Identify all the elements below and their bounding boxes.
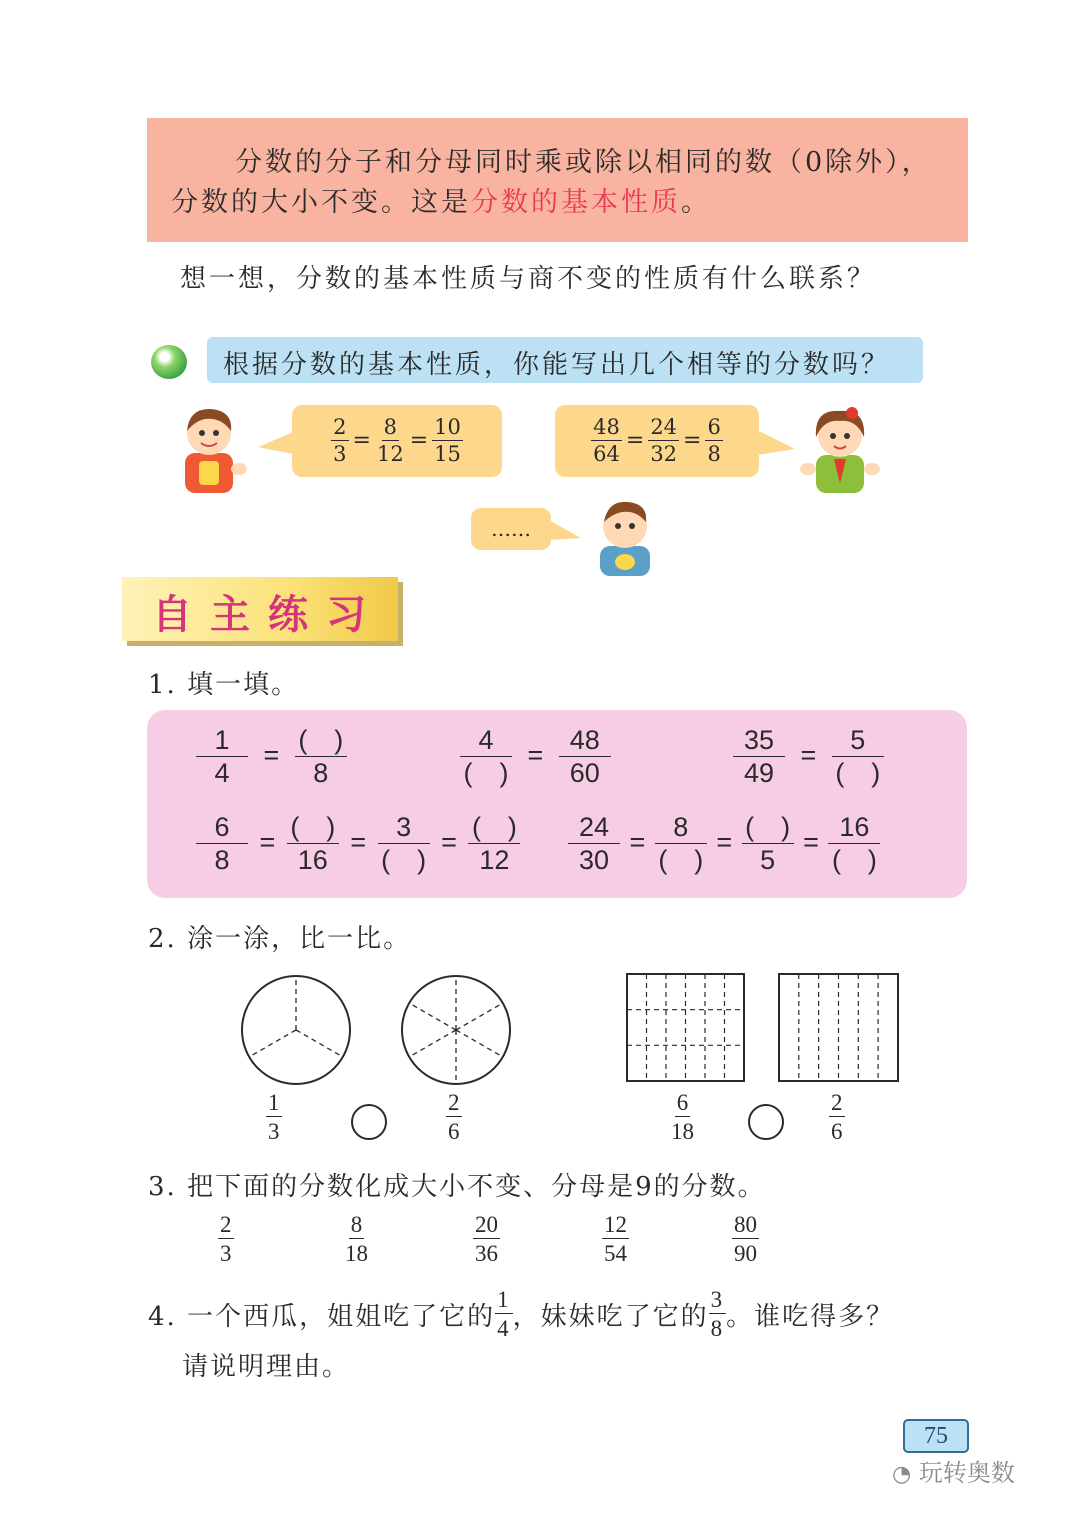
question-4-part1: 4. 一个西瓜，姐姐吃了它的 [148, 1301, 496, 1332]
denominator: 3 [220, 1241, 232, 1266]
fraction [375, 417, 406, 465]
compare-circle-2[interactable] [748, 1104, 784, 1140]
numerator: 6 [676, 1090, 689, 1115]
boy-illustration-left [175, 403, 255, 495]
numerator: 1 [268, 1090, 280, 1115]
question-text: 根据分数的基本性质，你能写出几个相等的分数吗？ [223, 350, 891, 380]
numerator: 48 [559, 727, 611, 757]
fraction [568, 814, 620, 874]
fraction [591, 417, 622, 465]
denominator: ( ) [658, 845, 704, 875]
equals-sign: = [259, 827, 276, 858]
equals-sign: = [350, 827, 367, 858]
numerator: 8 [350, 1212, 363, 1237]
section-title: 自主练习 [152, 592, 384, 638]
bubble-tail-right [757, 425, 797, 465]
equation-1 [196, 727, 347, 787]
fraction [266, 1091, 282, 1143]
fraction-blank[interactable] [295, 727, 347, 787]
rectangle-sixths[interactable] [778, 973, 900, 1083]
denominator: 8 [313, 758, 329, 788]
page-number: 75 [903, 1419, 969, 1453]
equals-sign: = [263, 740, 280, 771]
numerator: 24 [650, 415, 678, 439]
equals-sign: = [629, 827, 646, 858]
equals-sign: = [803, 827, 819, 858]
equivalent-fractions-right [591, 417, 723, 465]
denominator: 49 [743, 758, 775, 788]
denominator: 3 [333, 442, 347, 466]
numerator: 80 [734, 1212, 757, 1237]
equation-2 [460, 727, 611, 787]
fraction-blank[interactable] [742, 814, 794, 874]
denominator: 15 [434, 442, 461, 466]
fraction [473, 1213, 500, 1265]
question-4-part3: 。谁吃得多？ [726, 1301, 895, 1332]
green-ball-icon [151, 345, 187, 379]
rectangle-eighteenths[interactable] [626, 973, 746, 1083]
equals-sign: = [683, 427, 702, 453]
fraction [196, 814, 248, 874]
equals-sign: = [716, 827, 733, 858]
denominator: 6 [448, 1119, 460, 1144]
numerator: 2 [333, 415, 347, 439]
ellipsis-text: …… [491, 517, 531, 541]
equals-sign: = [527, 740, 544, 771]
numerator: 10 [434, 415, 461, 439]
fraction [343, 1213, 370, 1265]
numerator: ( ) [742, 814, 794, 844]
equals-sign: = [352, 427, 371, 453]
denominator: 90 [734, 1241, 757, 1266]
denominator: 18 [671, 1119, 694, 1144]
speech-bubble-left [292, 405, 502, 477]
fraction-blank[interactable] [468, 814, 520, 874]
fraction-blank[interactable] [460, 727, 512, 787]
rule-line-2-suffix: 。 [681, 187, 711, 218]
wechat-icon: ◔ [892, 1462, 912, 1487]
question-4-part2: ，妹妹吃了它的 [512, 1301, 709, 1332]
denominator: 30 [578, 845, 610, 875]
numerator: 20 [475, 1212, 498, 1237]
numerator: 12 [604, 1212, 627, 1237]
boy-illustration-bottom [592, 496, 658, 576]
numerator: 6 [707, 415, 721, 439]
compare-circle-1[interactable] [351, 1104, 387, 1140]
denominator: 8 [710, 1316, 725, 1341]
denominator: ( ) [381, 845, 427, 875]
fraction [705, 417, 722, 465]
fraction [218, 1213, 234, 1265]
numerator: 2 [220, 1212, 232, 1237]
denominator: 32 [650, 442, 678, 466]
denominator: 4 [497, 1316, 511, 1341]
circle-thirds[interactable] [238, 972, 354, 1088]
numerator: 3 [378, 814, 430, 844]
fraction [829, 1091, 845, 1143]
denominator: 64 [593, 442, 620, 466]
watermark [892, 1453, 1015, 1488]
circle-sixths[interactable] [398, 972, 514, 1088]
numerator: ( ) [468, 814, 520, 844]
rule-highlight: 分数的基本性质 [471, 187, 681, 218]
think-prompt: 想一想，分数的基本性质与商不变的性质有什么联系？ [180, 264, 877, 294]
equation-chain-1 [196, 814, 520, 874]
question-2-label: 2. 涂一涂，比一比。 [148, 924, 412, 954]
denominator: 3 [268, 1119, 280, 1144]
fraction-blank[interactable] [287, 814, 339, 874]
fraction [709, 1288, 727, 1340]
numerator: 24 [568, 814, 620, 844]
fraction [648, 417, 679, 465]
question-1-label: 1. 填一填。 [148, 670, 300, 700]
numerator: ( ) [295, 727, 347, 757]
equals-sign: = [800, 740, 817, 771]
fraction [495, 1288, 513, 1340]
bubble-tail-bottom [549, 518, 585, 548]
rule-line-2-prefix: 分数的大小不变。这是 [171, 187, 471, 218]
fraction [732, 1213, 759, 1265]
numerator: 3 [710, 1287, 725, 1312]
numerator: 4 [460, 727, 512, 757]
denominator: 36 [475, 1241, 498, 1266]
question-3-label: 3. 把下面的分数化成大小不变、分母是9的分数。 [148, 1172, 766, 1202]
numerator: 1 [196, 727, 248, 757]
equals-sign: = [409, 427, 429, 453]
equals-sign: = [441, 827, 457, 858]
denominator: 12 [376, 442, 404, 466]
watermark-text: 玩转奥数 [918, 1459, 1015, 1487]
fraction-blank[interactable] [828, 814, 880, 874]
denominator: 60 [569, 758, 600, 788]
numerator: 8 [655, 814, 707, 844]
numerator: 6 [196, 814, 248, 844]
denominator: 18 [345, 1241, 368, 1266]
fraction [196, 727, 248, 787]
denominator: 6 [831, 1119, 843, 1144]
denominator: 4 [214, 758, 230, 788]
numerator: 1 [497, 1287, 511, 1312]
numerator: 2 [448, 1090, 460, 1115]
denominator: ( ) [463, 758, 509, 788]
numerator: 8 [383, 415, 397, 439]
speech-bubble-bottom [471, 508, 551, 550]
denominator: 8 [707, 442, 721, 466]
fraction [432, 417, 463, 465]
fraction [559, 727, 611, 787]
numerator: 2 [831, 1090, 843, 1115]
question-4-line2: 请说明理由。 [182, 1352, 351, 1382]
fraction-blank[interactable] [832, 727, 884, 787]
denominator: 5 [760, 845, 776, 875]
fraction [602, 1213, 629, 1265]
fraction [331, 417, 348, 465]
fraction [446, 1091, 462, 1143]
question-4 [148, 1288, 894, 1340]
numerator: 48 [593, 415, 620, 439]
fraction [669, 1091, 696, 1143]
numerator: 16 [828, 814, 880, 844]
denominator: ( ) [835, 758, 881, 788]
equation-3 [733, 727, 884, 787]
denominator: 54 [604, 1241, 627, 1266]
speech-bubble-right [555, 405, 759, 477]
denominator: 8 [214, 845, 230, 875]
equation-chain-2 [568, 814, 880, 874]
girl-illustration-right [798, 403, 882, 495]
rule-line-1: 分数的分子和分母同时乘或除以相同的数（0除外）， [235, 147, 932, 178]
numerator: ( ) [287, 814, 339, 844]
question-bar [207, 337, 923, 383]
numerator: 35 [733, 727, 785, 757]
rule-line-2 [171, 180, 711, 219]
numerator: 5 [832, 727, 884, 757]
denominator: 12 [479, 845, 510, 875]
fraction-blank[interactable] [378, 814, 430, 874]
fraction-blank[interactable] [655, 814, 707, 874]
denominator: 16 [297, 845, 328, 875]
denominator: ( ) [831, 845, 877, 875]
equivalent-fractions-left [331, 417, 463, 465]
section-title-box [122, 577, 398, 641]
property-rule-box [147, 118, 968, 242]
equals-sign: = [625, 427, 645, 453]
fraction [733, 727, 785, 787]
